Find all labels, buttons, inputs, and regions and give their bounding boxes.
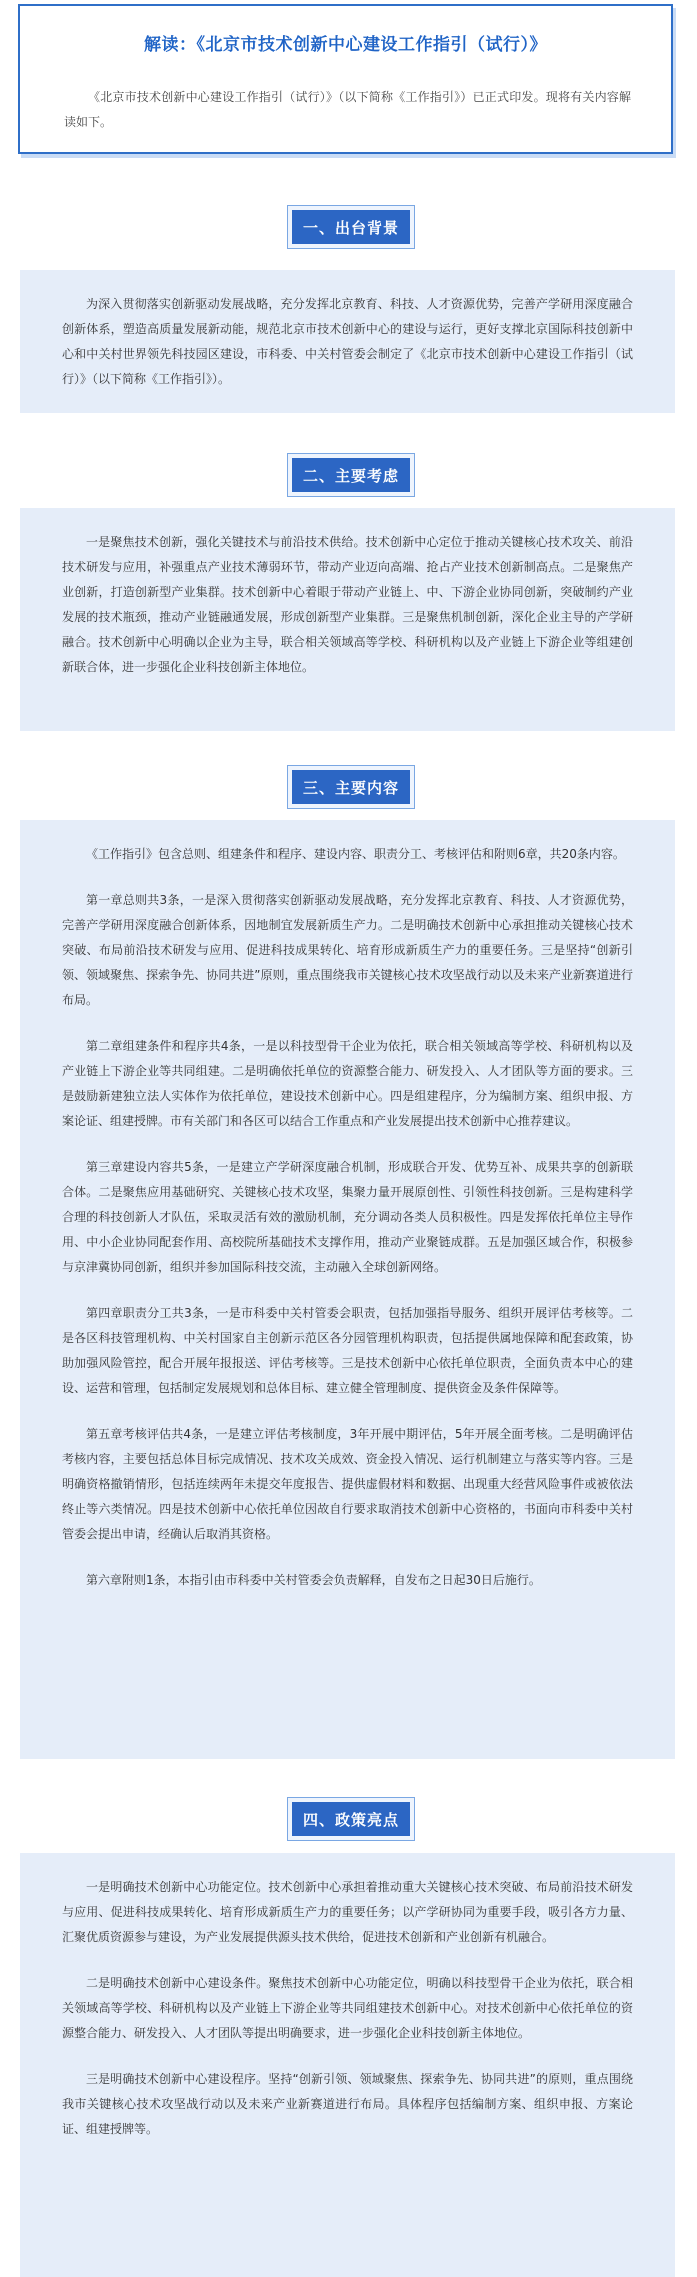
section-paragraph: 第三章建设内容共5条，一是建立产学研深度融合机制，形成联合开发、优势互补、成果共享的创新联合体。二是聚焦应用基础研究、关键核心技术攻坚，集聚力量开展原创性、引领性科技创新。三是构建科学合理的科技创新人才队伍，采取灵活有效的激励机制，充分调动各类人员积极性。四是发挥依托单位主导作用、中小企业协同配套作用、高校院所基础技术支撑作用，推动产业聚链成群。五是加强区域合作，积极参与京津冀协同创新，组织并参加国际科技交流，主动融入全球创新网络。	[62, 1160, 633, 1274]
section-heading-label: 二、主要考虑	[292, 458, 410, 492]
section-content-block	[20, 820, 675, 1759]
section-paragraph: 《工作指引》包含总则、组建条件和程序、建设内容、职责分工、考核评估和附则6章，共20条内容。	[86, 847, 625, 861]
intro-card	[18, 4, 673, 154]
section-heading-label: 一、出台背景	[292, 210, 410, 244]
section-paragraph: 三是明确技术创新中心建设程序。坚持“创新引领、领域聚焦、探索争先、协同共进”的原则，重点围绕我市关键核心技术攻坚战行动以及未来产业新赛道进行布局。具体程序包括编制方案、组织申报、方案论证、组建授牌等。	[62, 2072, 633, 2136]
section-paragraph: 第六章附则1条，本指引由市科委中关村管委会负责解释，自发布之日起30日后施行。	[86, 1573, 541, 1587]
section-paragraph: 第一章总则共3条，一是深入贯彻落实创新驱动发展战略，充分发挥北京教育、科技、人才资源优势，完善产学研用深度融合创新体系，因地制宜发展新质生产力。二是明确技术创新中心承担推动关键核心技术突破、布局前沿技术研发与应用、促进科技成果转化、培育形成新质生产力的重要任务。三是坚持“创新引领、领域聚焦、探索争先、协同共进”原则，重点围绕我市关键核心技术攻坚战行动以及未来产业新赛道进行布局。	[62, 893, 633, 1007]
section-heading-label: 四、政策亮点	[292, 1802, 410, 1836]
article-title: 解读：《北京市技术创新中心建设工作指引（试行）》	[144, 35, 547, 55]
section-paragraph: 一是聚焦技术创新，强化关键技术与前沿技术供给。技术创新中心定位于推动关键核心技术攻关、前沿技术研发与应用，补强重点产业技术薄弱环节，带动产业迈向高端、抢占产业技术创新制高点。二是聚焦产业创新，打造创新型产业集群。技术创新中心着眼于带动产业链上、中、下游企业协同创新，突破制约产业发展的技术瓶颈，推动产业链融通发展，形成创新型产业集群。三是聚焦机制创新，深化企业主导的产学研融合。技术创新中心明确以企业为主导，联合相关领域高等学校、科研机构以及产业链上下游企业等组建创新联合体，进一步强化企业科技创新主体地位。	[62, 535, 633, 674]
section-considerations-block	[20, 508, 675, 731]
section-heading-highlights	[287, 1797, 415, 1841]
section-paragraph: 第五章考核评估共4条，一是建立评估考核制度，3年开展中期评估，5年开展全面考核。二是明确评估考核内容，主要包括总体目标完成情况、技术攻关成效、资金投入情况、运行机制建立与落实等内容。三是明确资格撤销情形，包括连续两年未提交年度报告、提供虚假材料和数据、出现重大经营风险事件或被依法终止等六类情况。四是技术创新中心依托单位因故自行要求取消技术创新中心资格的，书面向市科委中关村管委会提出申请，经确认后取消其资格。	[62, 1427, 633, 1541]
section-heading-content	[287, 765, 415, 809]
section-paragraph: 一是明确技术创新中心功能定位。技术创新中心承担着推动重大关键核心技术突破、布局前沿技术研发与应用、促进科技成果转化、培育形成新质生产力的重要任务；以产学研协同为重要手段，吸引各方力量、汇聚优质资源参与建设，为产业发展提供源头技术供给，促进技术创新和产业创新有机融合。	[62, 1880, 633, 1944]
section-paragraph: 为深入贯彻落实创新驱动发展战略，充分发挥北京教育、科技、人才资源优势，完善产学研用深度融合创新体系，塑造高质量发展新动能，规范北京市技术创新中心的建设与运行，更好支撑北京国际科技创新中心和中关村世界领先科技园区建设，市科委、中关村管委会制定了《北京市技术创新中心建设工作指引（试行）》（以下简称《工作指引》）。	[62, 297, 633, 386]
section-heading-label: 三、主要内容	[292, 770, 410, 804]
section-heading-background	[287, 205, 415, 249]
section-heading-considerations	[287, 453, 415, 497]
section-highlights-block	[20, 1853, 675, 2277]
section-paragraph: 第四章职责分工共3条，一是市科委中关村管委会职责，包括加强指导服务、组织开展评估考核等。二是各区科技管理机构、中关村国家自主创新示范区各分园管理机构职责，包括提供属地保障和配套政策，协助加强风险管控，配合开展年报报送、评估考核等。三是技术创新中心依托单位职责，全面负责本中心的建设、运营和管理，包括制定发展规划和总体目标、建立健全管理制度、提供资金及条件保障等。	[62, 1306, 633, 1395]
section-paragraph: 二是明确技术创新中心建设条件。聚焦技术创新中心功能定位，明确以科技型骨干企业为依托，联合相关领域高等学校、科研机构以及产业链上下游企业等共同组建技术创新中心。对技术创新中心依托单位的资源整合能力、研发投入、人才团队等提出明确要求，进一步强化企业科技创新主体地位。	[62, 1976, 633, 2040]
section-background-block	[20, 270, 675, 413]
intro-text: 《北京市技术创新中心建设工作指引（试行）》（以下简称《工作指引》）已正式印发。现将有关内容解读如下。	[64, 90, 631, 129]
section-paragraph: 第二章组建条件和程序共4条，一是以科技型骨干企业为依托，联合相关领域高等学校、科研机构以及产业链上下游企业等共同组建。二是明确依托单位的资源整合能力、研发投入、人才团队等方面的要求。三是鼓励新建独立法人实体作为依托单位，建设技术创新中心。四是组建程序，分为编制方案、组织申报、方案论证、组建授牌。市有关部门和各区可以结合工作重点和产业发展提出技术创新中心推荐建议。	[62, 1039, 633, 1128]
